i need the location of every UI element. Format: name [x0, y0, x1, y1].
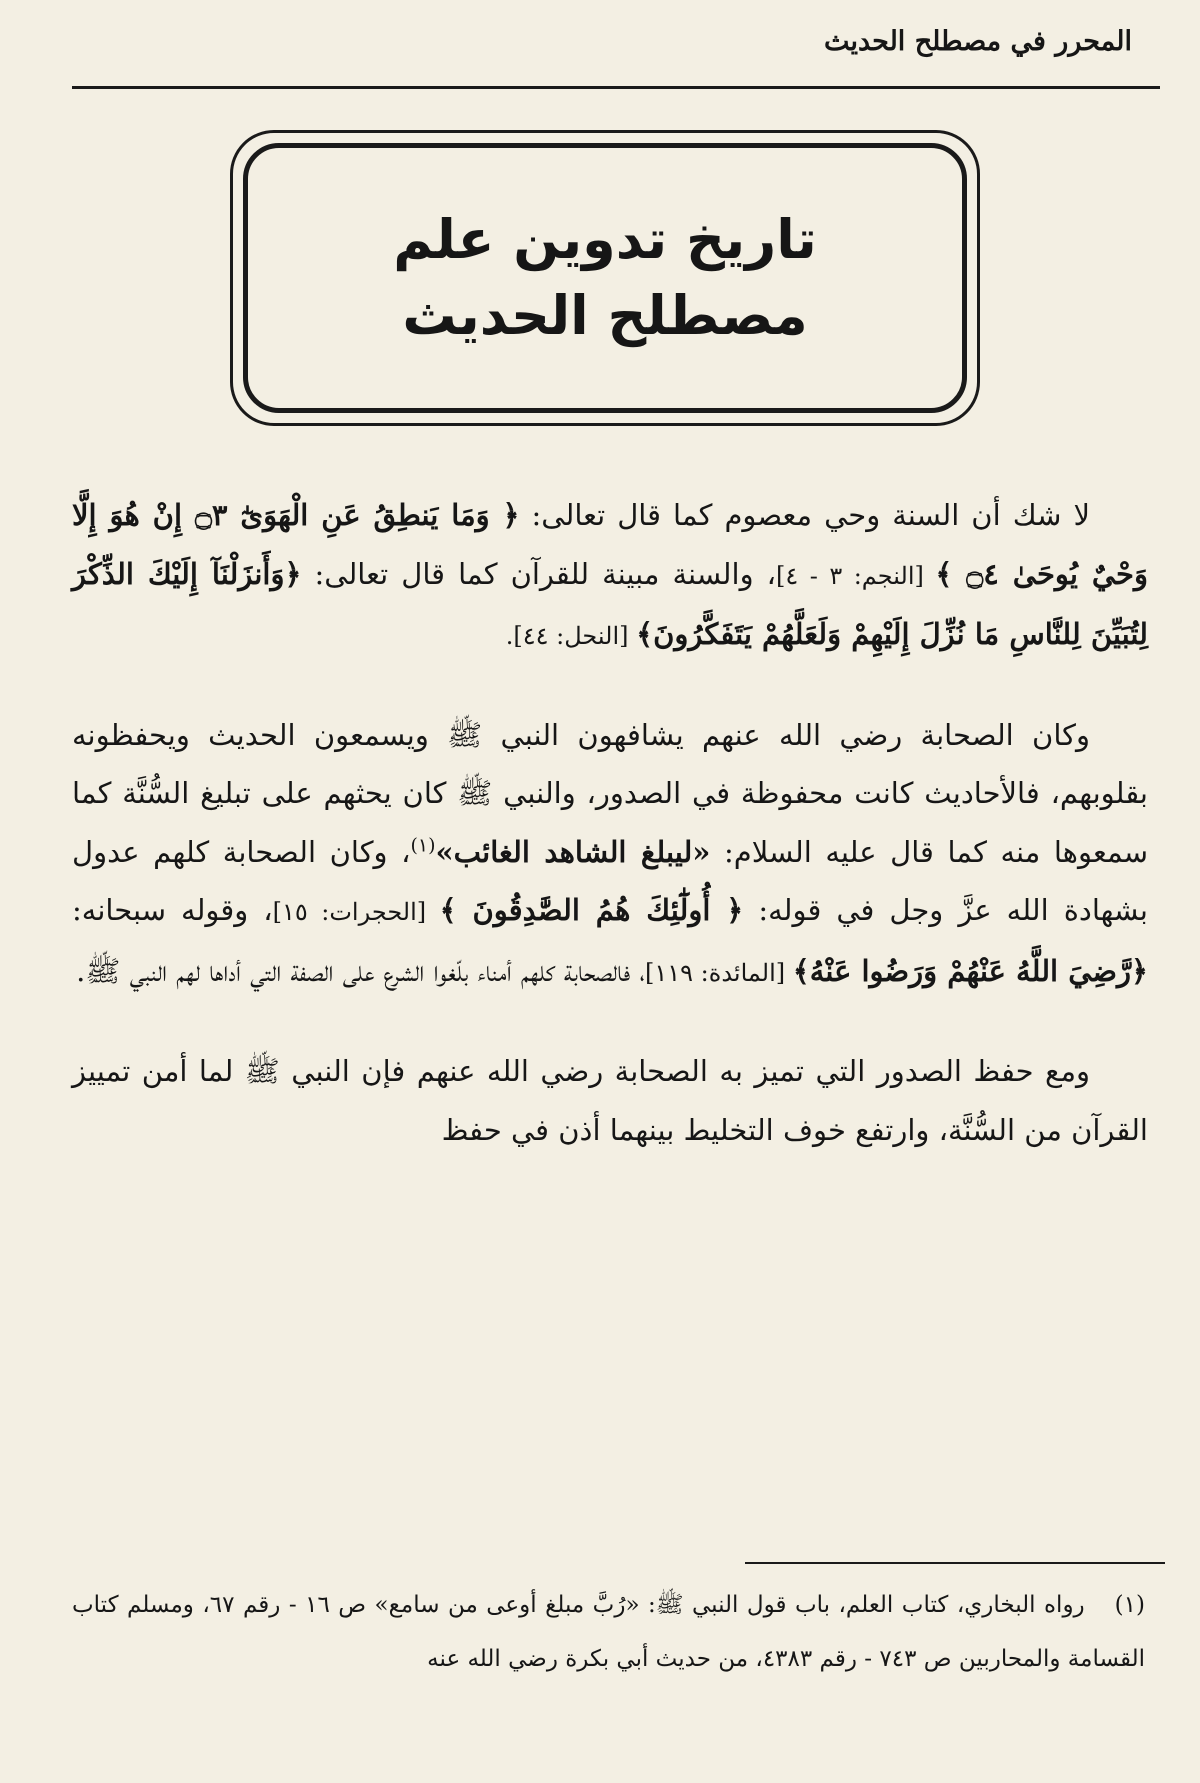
quran-verse: ﴿ أُولَٰٓئِكَ هُمُ الصَّٰدِقُونَ ﴾	[439, 893, 744, 927]
verse-reference: [الحجرات: ١٥]	[272, 898, 440, 926]
quran-verse: ﴿ وَمَا يَنطِقُ عَنِ الْهَوَىٰٓ ۝٣ إِنْ هُوَ إِلَّا وَحْيٌ يُوحَىٰ ۝٤ ﴾	[72, 498, 1148, 591]
verse-reference: [المائدة: ١١٩]	[645, 958, 793, 987]
running-header: المحرر في مصطلح الحديث	[823, 26, 1132, 57]
text-span: ، فالصحابة كلهم أمناء بلّغوا الشرع على الصفة التي أداها لهم النبي ﷺ.	[76, 953, 645, 988]
body-text	[72, 486, 1148, 1159]
text-span: ، والسنة مبينة للقرآن كما قال تعالى:	[301, 556, 776, 591]
header-rule	[72, 86, 1160, 89]
footnote-separator	[745, 1562, 1165, 1564]
verse-reference: [النحل: ٤٤].	[505, 622, 637, 650]
footnote-number: (١)	[1114, 1592, 1145, 1618]
quran-verse: ﴿وَأَنزَلْنَآ إِلَيْكَ الذِّكْرَ لِتُبَيِّنَ لِلنَّاسِ مَا نُزِّلَ إِلَيْهِمْ وَلَعَلَّهُمْ يَتَفَكَّرُونَ﴾	[72, 556, 1148, 651]
chapter-title-line-2: مصطلح الحديث	[402, 284, 808, 347]
text-span: ، وقوله سبحانه:	[72, 893, 273, 927]
text-span: لا شك أن السنة وحي معصوم كما قال تعالى:	[519, 498, 1090, 532]
footnote-text: رواه البخاري، كتاب العلم، باب قول النبي ﷺ: «رُبَّ مبلغ أوعى من سامع» ص ١٦ - رقم ٦٧، ومسلم كتاب القسامة والمحاربين ص ٧٤٣ - رقم ٤٣٨٣، من حديث أبي بكرة رضي الله عنه	[72, 1592, 1145, 1672]
chapter-title-inner-frame	[243, 143, 967, 413]
chapter-title-line-1: تاريخ تدوين علم	[393, 208, 817, 271]
footnote-marker[interactable]: (١)	[410, 833, 436, 856]
chapter-title-frame	[230, 130, 980, 426]
hadith-quote: «ليبلغ الشاهد الغائب»	[435, 834, 711, 869]
paragraph-1	[72, 486, 1148, 666]
verse-reference: [النجم: ٣ - ٤]	[776, 561, 936, 590]
quran-verse: ﴿رَّضِيَ اللَّهُ عَنْهُمْ وَرَضُوا عَنْهُ﴾	[792, 953, 1148, 988]
paragraph-2	[72, 706, 1148, 1003]
footnote	[72, 1578, 1145, 1686]
text-span: وكان الصحابة رضي الله عنهم يشافهون النبي ﷺ ويسمعون الحديث ويحفظونه بقلوبهم، فالأحاديث كانت محفوظة في الصدور، والنبي ﷺ كان يحثهم على تبليغ السُّنَّة كما سمعوها منه كما قال عليه السلام:	[72, 717, 1149, 869]
text-span: ، وكان الصحابة كلهم عدول بشهادة الله عزَّ وجل في قوله:	[72, 834, 1148, 927]
paragraph-3: ومع حفظ الصدور التي تميز به الصحابة رضي الله عنهم فإن النبي ﷺ لما أمن تمييز القرآن من السُّنَّة، وارتفع خوف التخليط بينهما أذن في حفظ	[72, 1054, 1148, 1147]
